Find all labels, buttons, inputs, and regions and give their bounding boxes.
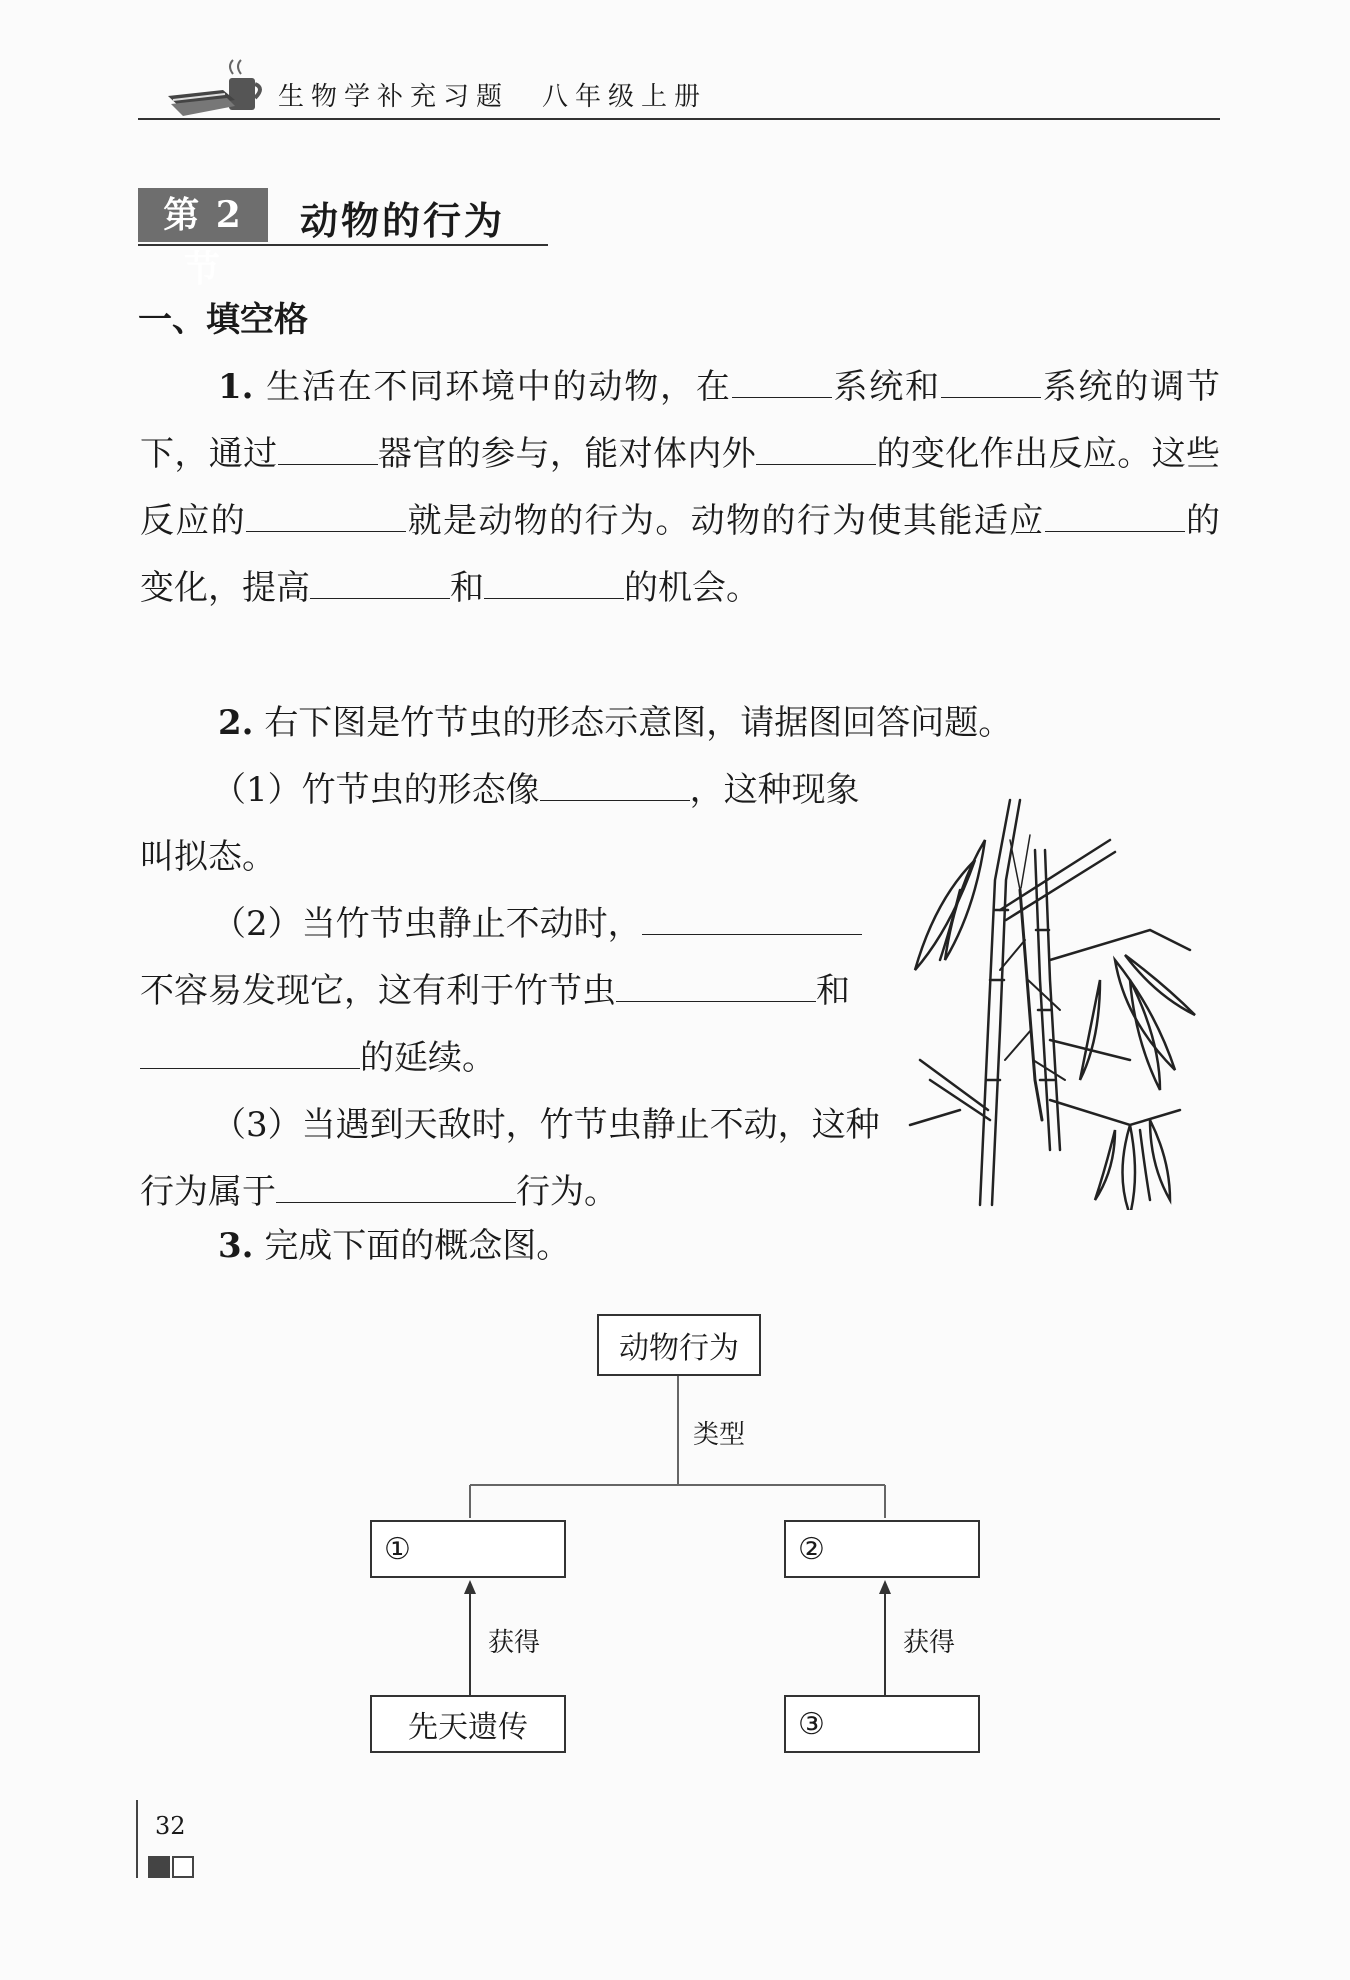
question-2-part-3	[140, 1092, 880, 1226]
answer-blank[interactable]	[540, 768, 690, 801]
books-and-cup-icon	[163, 56, 281, 118]
answer-blank[interactable]	[756, 432, 876, 465]
question-2-part-1	[140, 757, 880, 891]
question-text: （2）当竹节虫静止不动时，	[212, 904, 642, 944]
answer-blank[interactable]	[310, 566, 450, 599]
question-text: 系统的调节下，通过	[140, 367, 1220, 474]
question-text: 不容易发现它，这有利于竹节虫	[140, 971, 616, 1011]
answer-blank[interactable]	[140, 1036, 360, 1069]
answer-blank[interactable]	[1045, 499, 1185, 532]
question-2-intro	[140, 690, 1220, 757]
question-number: 2.	[218, 703, 254, 743]
concept-box-3[interactable]: ③	[784, 1695, 980, 1753]
concept-box-2[interactable]: ②	[784, 1520, 980, 1578]
question-number: 1.	[218, 367, 254, 407]
page-header	[138, 38, 1220, 120]
answer-blank[interactable]	[732, 365, 832, 398]
footer-divider	[136, 1800, 138, 1878]
page-number: 32	[155, 1812, 186, 1840]
question-text: 的变化作出反应。这些反应的	[140, 434, 1221, 541]
section-heading	[138, 188, 548, 290]
question-text: 生活在不同环境中的动物，在	[266, 367, 732, 407]
question-number: 3.	[218, 1226, 254, 1266]
edge-label-obtain-left: 获得	[488, 1628, 541, 1658]
question-text: 系统和	[831, 367, 941, 407]
question-text: （1）竹节虫的形态像	[212, 770, 540, 810]
section-number-badge: 第 2 节	[138, 188, 268, 242]
book-title: 生物学补充习题 八年级上册	[278, 82, 708, 112]
answer-blank[interactable]	[484, 566, 624, 599]
question-text: 完成下面的概念图。	[264, 1226, 571, 1266]
question-text: ，这种现象叫拟态。	[140, 770, 860, 877]
question-text: 行为。	[516, 1172, 618, 1212]
question-text: 的延续。	[360, 1038, 496, 1078]
section-name: 动物的行为	[300, 198, 506, 243]
question-1	[140, 354, 1220, 622]
concept-map	[360, 1310, 1010, 1780]
footer-square-empty	[172, 1856, 194, 1878]
answer-blank[interactable]	[941, 365, 1041, 398]
edge-label-type: 类型	[693, 1420, 746, 1450]
concept-box-1[interactable]: ①	[370, 1520, 566, 1578]
answer-blank[interactable]	[246, 499, 406, 532]
question-text: （3）当遇到天敌时，竹节虫静止不动，这种行为属于	[140, 1105, 880, 1212]
concept-root-box: 动物行为	[597, 1314, 761, 1376]
question-text: 的变化，提高	[140, 501, 1221, 608]
concept-box-innate-inheritance: 先天遗传	[370, 1695, 566, 1753]
question-text: 右下图是竹节虫的形态示意图，请据图回答问题。	[264, 703, 1013, 743]
part-title: 一、填空格	[138, 300, 308, 340]
stick-insect-on-bamboo-illustration	[900, 780, 1230, 1210]
edge-label-obtain-right: 获得	[903, 1628, 956, 1658]
answer-blank[interactable]	[276, 1170, 516, 1203]
question-3	[218, 1218, 570, 1267]
answer-blank[interactable]	[642, 902, 862, 935]
question-2-part-2	[140, 891, 880, 1092]
question-text: 和	[450, 568, 484, 608]
question-text: 的机会。	[624, 568, 760, 608]
question-text: 就是动物的行为。动物的行为使其能适应	[406, 501, 1045, 541]
question-text: 器官的参与，能对体内外	[377, 434, 757, 474]
footer-square-filled	[148, 1856, 170, 1878]
answer-blank[interactable]	[278, 432, 378, 465]
answer-blank[interactable]	[616, 969, 816, 1002]
question-text: 和	[816, 971, 850, 1011]
